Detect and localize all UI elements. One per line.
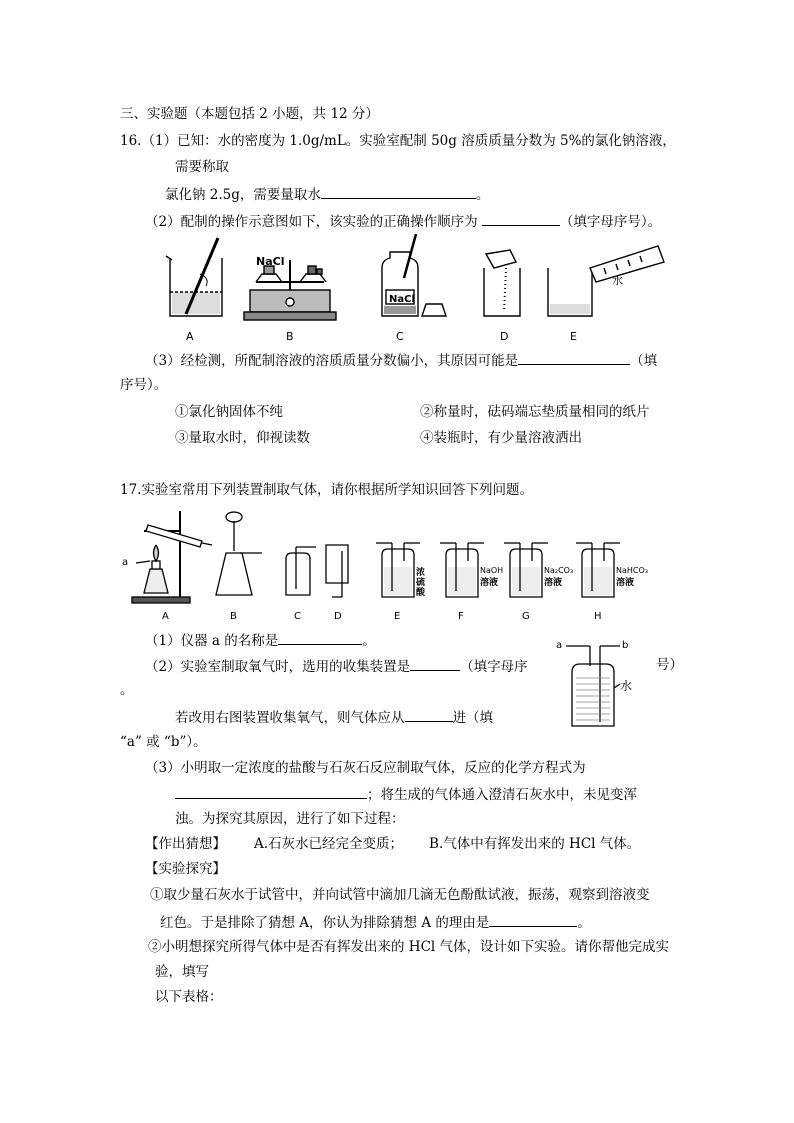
side-water-bottle-figure <box>556 638 646 728</box>
guess-a: A.石灰水已经完全变质； <box>254 836 404 852</box>
fig-d-gas-bottle <box>326 545 348 597</box>
q17-q3-a: （3）小明取一定浓度的盐酸与石灰石反应制取气体，反应的化学方程式为 <box>145 760 586 776</box>
fig-f-text1: NaOH <box>480 566 504 575</box>
q16-p3-c: 序号）。 <box>120 377 168 393</box>
explore-1-line1: ①取少量石灰水于试管中，并向试管中滴加几滴无色酚酞试液，振荡，观察到溶液变 <box>150 887 650 903</box>
fig-h-text1: NaHCO₃ <box>616 566 648 575</box>
q17-q2-line2 <box>175 707 493 727</box>
q17-q2-a: （2）实验室制取氧气时，选用的收集装置是 <box>145 659 411 675</box>
q16-p2-a: （2）配制的操作示意图如下，该实验的正确操作顺序为 <box>145 214 478 230</box>
q16-operation-figure <box>160 228 680 346</box>
fig-g-wash-bottle <box>504 543 548 597</box>
q17-fig-label-a: A <box>162 611 169 622</box>
q16-option-1: ①氯化钠固体不纯 <box>175 404 283 420</box>
section-title: 三、实验题（本题包括 2 小题，共 12 分） <box>120 106 379 122</box>
fig-label-c: C <box>396 330 404 343</box>
q16-number: 16. <box>120 133 142 149</box>
q17-guess <box>145 835 640 853</box>
q17-fig-label-b: B <box>230 611 237 622</box>
fig-c-nacl-label: NaCl <box>389 294 415 305</box>
q17-q2 <box>145 656 528 676</box>
fig-e-wash-bottle <box>376 543 420 597</box>
q17-q2-b: （填字母序 <box>460 659 528 675</box>
q17-q2-d: 。 <box>120 682 134 698</box>
guess-b: B.气体中有挥发出来的 HCl 气体。 <box>429 836 641 852</box>
q16-p3-b: （填 <box>630 353 658 369</box>
q17-q3-line2 <box>175 784 637 804</box>
fig-label-e: E <box>570 330 577 343</box>
explore-1-c: 。 <box>577 915 591 931</box>
fig-d-pouring <box>484 250 520 316</box>
q16-p1-line2: 需要称取 <box>175 159 229 175</box>
q17-fig-label-g: G <box>522 611 530 622</box>
fig-e-water-label: 水 <box>612 274 623 287</box>
q16-p2-b: （填字母序号）。 <box>559 214 662 230</box>
q16-p1-line3b: 。 <box>475 187 490 203</box>
collection-device-blank[interactable] <box>410 656 460 671</box>
q16-option-4: ④装瓶时，有少量溶液洒出 <box>420 430 582 446</box>
q16-option-3: ③量取水时，仰视读数 <box>175 430 310 446</box>
q17-q2-c: 号） <box>656 657 683 673</box>
fig-h-text2: 溶液 <box>616 578 635 588</box>
explore-head: 【实验探究】 <box>145 861 226 877</box>
q17-q1 <box>145 630 376 650</box>
side-label-a: a <box>556 640 563 651</box>
q17-q2-e: 若改用右图装置收集氧气，则气体应从 <box>175 710 405 726</box>
q17-fig-label-h: H <box>594 611 602 622</box>
water-hatch <box>576 678 610 720</box>
fig-b-nacl-label: NaCl <box>256 255 285 268</box>
guess-head: 【作出猜想】 <box>145 836 226 852</box>
q17-fig-label-c: C <box>294 611 301 622</box>
q17-q3-b: ；将生成的气体通入澄清石灰水中，未见变浑 <box>367 787 637 803</box>
fig-f-wash-bottle <box>440 543 484 597</box>
explore-1-line2 <box>160 912 591 932</box>
explore-2-line3: 以下表格： <box>155 989 223 1005</box>
fig-f-text2: 溶液 <box>480 578 499 588</box>
fig-a-label-a: a <box>122 557 129 568</box>
fig-a-heating-apparatus <box>132 511 212 603</box>
fig-e-cylinder-pouring <box>548 246 664 316</box>
instrument-name-blank[interactable] <box>278 630 362 645</box>
fig-label-b: B <box>286 330 294 343</box>
explore-2-line1: ②小明想探究所得气体中是否有挥发出来的 HCl 气体，设计如下实验。请你帮他完成实 <box>148 939 670 955</box>
equation-blank[interactable] <box>175 784 367 799</box>
fig-e-text: 浓硫酸 <box>416 568 426 598</box>
water-volume-blank[interactable] <box>321 184 476 199</box>
fig-label-d: D <box>500 330 509 343</box>
q16-p1-line3a: 氯化钠 2.5g，需要量取水 <box>165 187 321 203</box>
q17-q2-g: “a” 或 “b”）。 <box>120 734 207 750</box>
q17-fig-label-f: F <box>458 611 464 622</box>
fig-b-balance <box>244 260 336 320</box>
q16-option-2: ②称量时，砝码端忘垫质量相同的纸片 <box>420 404 650 420</box>
q17-fig-label-e: E <box>394 611 401 622</box>
q16-line1 <box>120 132 676 150</box>
q17-q2-f: 进（填 <box>452 710 493 726</box>
fig-a-beaker-stirring <box>166 238 222 316</box>
side-label-b: b <box>622 640 629 651</box>
q16-p1-line1: （1）已知：水的密度为 1.0g/mL。实验室配制 50g 溶质质量分数为 5%的氯化钠溶液， <box>141 133 676 149</box>
q17-q3-c: 浊。为探究其原因，进行了如下过程： <box>175 811 405 827</box>
order-blank[interactable] <box>482 211 560 226</box>
fig-c-gas-bottle <box>286 547 316 595</box>
q17-intro: 17.实验室常用下列装置制取气体，请你根据所学知识回答下列问题。 <box>120 482 533 498</box>
q16-p3-a: （3）经检测，所配制溶液的溶质质量分数偏小，其原因可能是 <box>145 353 519 369</box>
q17-apparatus-figure <box>120 505 650 623</box>
explore-1-b: 红色。于是排除了猜想 A，你认为排除猜想 A 的理由是 <box>160 915 490 931</box>
explore-2-line2: 验，填写 <box>155 964 209 980</box>
fig-g-text2: 溶液 <box>544 578 563 588</box>
q16-p1-line3 <box>165 184 489 204</box>
fig-g-text1: Na₂CO₃ <box>544 566 574 575</box>
exclude-reason-blank[interactable] <box>489 912 577 927</box>
q17-q1-b: 。 <box>362 633 376 649</box>
reason-blank[interactable] <box>518 350 630 365</box>
fig-label-a: A <box>186 330 194 343</box>
side-water-label: 水 <box>620 679 633 693</box>
gas-inlet-blank[interactable] <box>405 707 453 722</box>
fig-h-wash-bottle <box>576 543 620 597</box>
fig-b-conical-flask <box>216 512 262 595</box>
q16-p3 <box>145 350 657 370</box>
q17-q1-a: （1）仪器 a 的名称是 <box>145 633 279 649</box>
q17-fig-label-d: D <box>334 611 342 622</box>
